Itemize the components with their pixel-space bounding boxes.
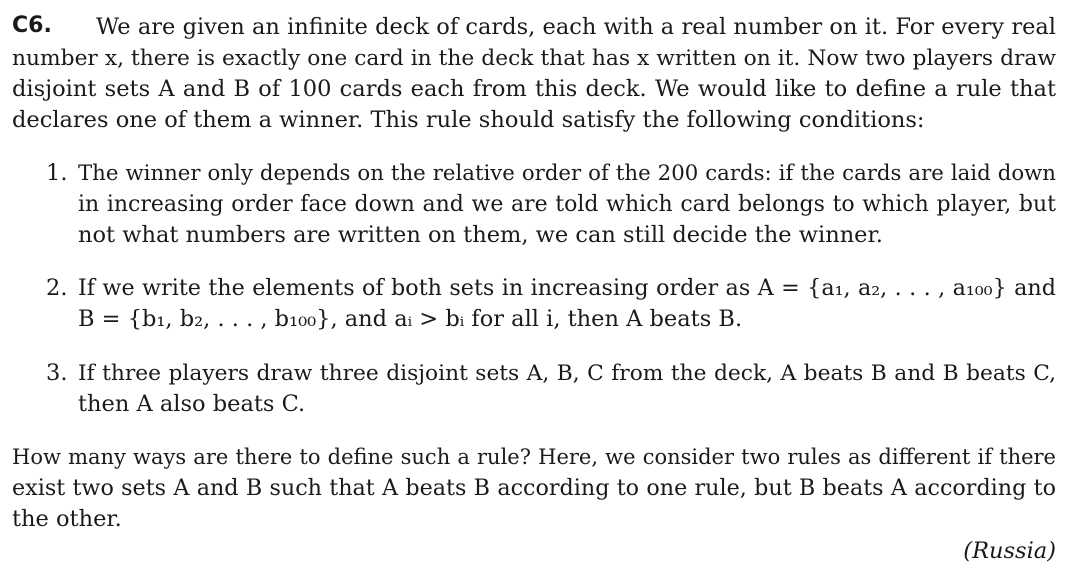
intro-line-3: disjoint sets A and B of 100 cards each from this deck. We would like to define a rule that [12,76,1056,102]
intro-line-2: number x, there is exactly one card in the deck that has x written on it. Now two players draw [12,46,1056,71]
intro-line-4: declares one of them a winner. This rule should satisfy the following conditions: [12,107,925,133]
problem-label-text: C6. [12,13,52,38]
condition-2-number: 2. [46,275,68,301]
condition-3-number: 3. [46,360,68,386]
condition-2-line-2: B = {b₁, b₂, . . . , b₁₀₀}, and aᵢ > bᵢ for all i, then A beats B. [78,306,743,332]
problem-label [12,10,52,41]
condition-1-number: 1. [46,160,68,186]
condition-1-line-3: not what numbers are written on them, we can still decide the winner. [78,222,883,248]
condition-1-line-2: in increasing order face down and we are told which card belongs to which player, but [78,192,1056,217]
question-line-3: the other. [12,506,122,532]
condition-3-line-1: If three players draw three disjoint sets A, B, C from the deck, A beats B and B beats C, [78,361,1056,386]
condition-1-line-1: The winner only depends on the relative order of the 200 cards: if the cards are laid down [78,161,1056,186]
question-line-1: How many ways are there to define such a rule? Here, we consider two rules as different if there [12,445,1056,469]
intro-line-1: We are given an infinite deck of cards, each with a real number on it. For every real [96,14,1056,40]
question-line-2: exist two sets A and B such that A beats B according to one rule, but B beats A according to [12,475,1056,501]
condition-2-line-1: If we write the elements of both sets in increasing order as A = {a₁, a₂, . . . , a₁₀₀} and [78,275,1056,301]
problem-origin: (Russia) [963,538,1056,564]
condition-3-line-2: then A also beats C. [78,391,306,417]
